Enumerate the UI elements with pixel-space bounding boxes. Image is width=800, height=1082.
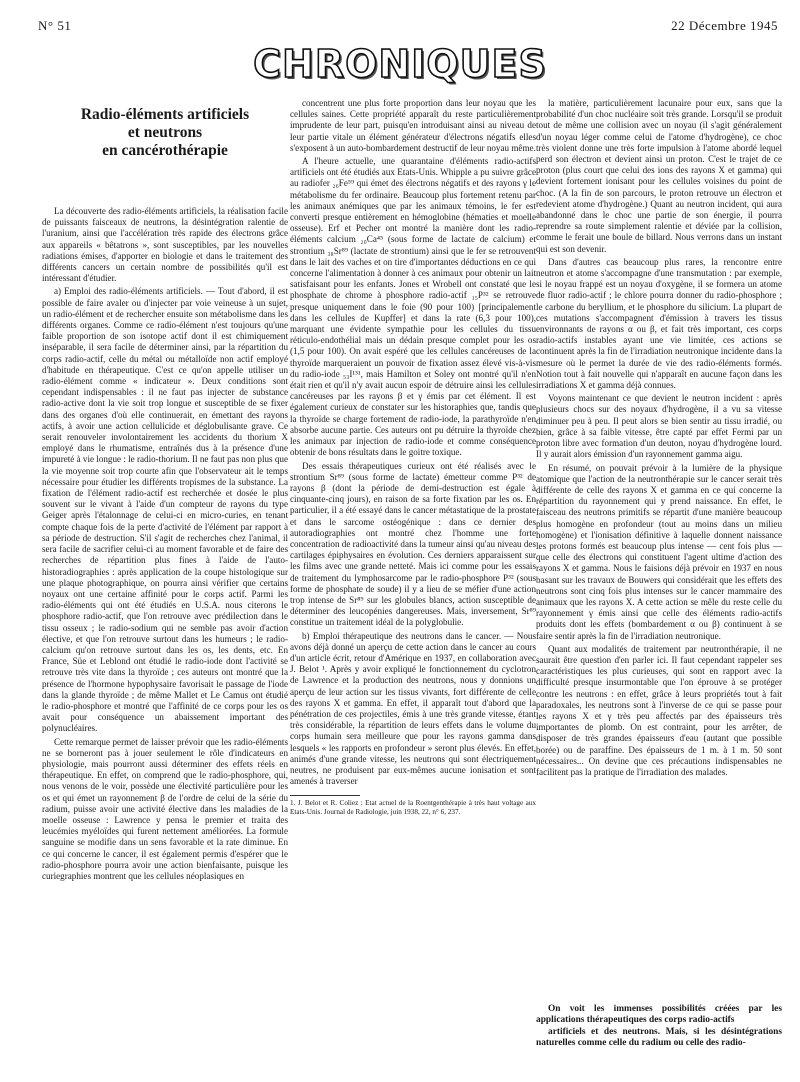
closing-line-2: artificiels et des neutrons. Mais, si les désintégrations naturelles comme celle du radium ou celle des radio- (536, 1026, 782, 1049)
article-title (42, 106, 288, 160)
issue-date: 22 Décembre 1945 (671, 18, 778, 33)
paragraph: A l'heure actuelle, une quarantaine d'éléments radio-actifs artificiels ont été étudiés aux Etats-Unis. Whipple a pu suivre grâce au radiofer ₂₆Fe⁵⁹ qui émet des électrons négatifs et des rayons γ le métabolisme du fer ordinaire. Beaucoup plus fortement retenu par les animaux anémiques que par les animaux témoins, le fer est converti presque entièrement en hémoglobine (hématies et moelle osseuse). Erf et Pecher ont montré la manière dont les radio-éléments calcium ₂₀Ca⁴⁵ (sous forme de lactate de calcium) et strontium ₃₈Sr⁸⁹ (lactate de strontium) ainsi que le fer se retrouvent dans le lait des vaches et on tire d'importantes déductions en ce qui concerne l'alimentation à donner à ces animaux pour obtenir un lait satisfaisant pour les enfants. Jones et Wrobell ont constaté que le phosphate de chrome à phosphore radio-actif ₁₅P³² se retrouve presque uniquement dans le foie (90 pour 100) [principalement dans les cellules de Kupffer] et dans la rate (6,3 pour 100), marquant une évidente sympathie pour les cellules du tissu réticulo-endothélial mais un dédain presque complet pour les os (1,5 pour 100). On avait espéré que les cellules cancéreuses de la thyroïde marqueraient un pouvoir de fixation assez élevé vis-à-vis du radio-iode ₅₃I¹³¹, mais Hamilton et Soley ont montré qu'il n'en était rien et qu'il n'y avait aucun espoir de détruire ainsi les cellules cancéreuses par les rayons β et γ émis par cet élément. Il est également curieux de constater sur les historaphies que, tandis que la thyroïde se charge fortement de radio-iode, la parathyroïde n'en absorbe aucune partie. Ces auteurs ont pu détruire la thyroïde chez les animaux par injection de radio-iode et comme conséquence obtenir de bons résultats dans le goitre toxique. (290, 156, 536, 458)
paragraph: la matière, particulièrement lacunaire pour eux, sans que la probabilité d'un choc nucléaire soit très grande. Lorsqu'il se produit tout de même une collision avec un noyau (il s'agit généralement d'un noyau léger comme celui de l'atome d'hydrogène), ce choc très violent donne une très forte impulsion à l'atome abordé lequel perd son électron et devient ainsi un proton. C'est le trajet de ce proton (plus court que celui des ions des rayons X et gamma) qui devient fortement ionisant pour les cellules voisines du point de choc. (A la fin de son parcours, le proton retrouve un électron et redevient atome d'hydrogène.) Quant au neutron incident, qui aura abandonné dans le choc une partie de son énergie, il pourra reprendre sa route simplement ralentie et déviée par la collision, comme le ferait une boule de billard. Nous verrons dans un instant qui est son devenir. (536, 98, 782, 254)
column-3 (536, 98, 782, 1038)
title-line-3: en cancérothérapie (102, 142, 228, 159)
closing-paragraph (536, 1004, 782, 1050)
title-line-1: Radio-éléments artificiels (80, 106, 250, 123)
issue-number: N° 51 (38, 18, 72, 33)
paragraph: b) Emploi thérapeutique des neutrons dans le cancer. — Nous avons déjà donné un aperçu de cette action dans le cancer au cours d'un article écrit, retour d'Amérique en 1937, en collaboration avec J. Belot ¹. Après y avoir expliqué le fonctionnement du cyclotron de Lawrence et la production des neutrons, nous y donnions un aperçu de leur action sur les tissus vivants, fort différente de celle des rayons X et gamma. En effet, il apparaît tout d'abord que la pénétration de ces projectiles, émis à une très grande vitesse, étant très considérable, la répartition de leurs effets dans le volume du corps humain sera meilleure que pour les rayons gamma dans lesquels « les rapports en profondeur » seront plus élevés. En effet, animés d'une grande vitesse, les neutrons qui sont électriquement neutres, ne produisent par eux-mêmes aucune ionisation et sont amenés à traverser (290, 630, 536, 787)
closing-line-1: On voit les immenses possibilités créées par les applications thérapeutiques des corps radio-actifs (536, 1004, 782, 1026)
paragraph: a) Emploi des radio-éléments artificiels. — Tout d'abord, il est possible de faire avaler ou d'injecter par voie veineuse à un sujet, un radio-élément et de rechercher ensuite son métabolisme dans les différents organes. Comme ce radio-élément n'est toujours qu'une faible proportion de son isotope actif dont il est chimiquement inséparable, il sera facile de déterminer ainsi, par la répartition du corps radio-actif, celle du métal ou métalloïde non actif employé d'habitude en thérapeutique. C'est ce qu'on appelle utiliser un radio-élément comme « indicateur ». Deux conditions sont cependant indispensables : il ne faut pas injecter de substance radio-active dont la vie soit trop longue et susceptible de se fixer dans des organes d'où elle continuerait, en émettant des rayons actifs, à avoir une action cellulicide et déglobulisante grave. Ce serait renouveler involontairement les accidents du thorium X employé dans le rhumatisme, entraînés dus à la présence d'une impureté à vie longue : le radio-thorium. Il ne faut pas non plus que la vie moyenne soit trop courte afin que l'observateur ait le temps nécessaire pour étudier les différents tropismes de la substance. La fixation de l'élément radio-actif est recherchée et dosée le plus souvent sur le vivant à l'aide d'un compteur de rayons du type Geiger après l'étalonnage de celui-ci en micro-curies, en tenant compte chaque fois de la perte d'activité de l'élément par rapport à sa période de destruction. S'il s'agit de recherches chez l'animal, il sera facile de sacrifier celui-ci au moment favorable et de faire des recherches de répartition plus fines à l'aide de l'auto-historadiographies : après application de la coupe histologique sur une plaque photographique, on pourra ainsi vérifier que certains noyaux ont une certaine affinité pour le corps actif. Parmi les radio-éléments qui ont été étudiés en U.S.A. nous citerons le phosphore radio-actif, que l'on retrouve avec prédilection dans le tissu osseux ; le radio-sodium qui ne semble pas avoir d'action élective, et que l'on retrouve surtout dans les humeurs ; le radio-calcium qu'on retrouve surtout dans les os, les dents, etc. En France, Süe et Leblond ont étudié le radio-iode dont l'activité se retrouve très vite dans la thyroïde ; ces auteurs ont montré que la présence de l'hormone hypophysaire favorisait le passage de l'iode dans la glande thyroïde ; de même Mallet et Le Camus ont étudié le radio-phosphore et montré que l'affinité de ce corps pour les os avait pour conséquence un abaissement important des polynucléaires. (42, 286, 288, 734)
paragraph: Cette remarque permet de laisser prévoir que les radio-éléments ne se borneront pas à jouer seulement le rôle d'indicateurs en physiologie, mais pourront aussi déterminer des effets réels en thérapeutique. En effet, on comprend que le radio-phosphore, qui, nous venons de le voir, possède une électivité particulière pour les os et qui émet un rayonnement β de l'ordre de celui de la série du radium, puisse avoir une activité élective dans les maladies de la moelle osseuse : Lawrence y pensa le premier et traita des leucémies myéloïdes qui furent nettement améliorées. La formule sanguine se modifie dans un sens favorable et la rate diminue. En ce qui concerne le cancer, il est également permis d'espérer que le radio-phosphore pourra avoir une action bienfaisante, puisque les curiegraphies montrent que les cellules néoplasiques en (42, 736, 288, 881)
paragraph: La découverte des radio-éléments artificiels, la réalisation facile de puissants faisceaux de neutrons, la désintégration ralentie de l'uranium, ainsi que l'accélération très rapide des électrons grâce aux appareils « bêtatrons », sont susceptibles, par les nouvelles radiations émises, d'apporter en biologie et dans le traitement des différents cancers un certain nombre de possibilités qu'il est intéressant d'étudier. (42, 206, 288, 284)
footnote-divider (290, 795, 360, 796)
masthead: CHRONIQUES (253, 42, 547, 86)
title-line-2: et neutrons (127, 124, 203, 141)
paragraph: Des essais thérapeutiques curieux ont été réalisés avec le strontium Sr⁸⁹ (sous forme de lactate) émetteur comme P³² de rayons β (dont la période de demi-destruction est égale à cinquante-cinq jours), en raison de sa forte fixation par les os. En particulier, il a été essayé dans le cancer métastatique de la prostate et dans le sarcome ostéogénique : dans ce dernier des autoradiographies ont montré chez l'homme une forte concentration de radioactivité dans la tumeur ainsi qu'au niveau des cartilages épiphysaires en évolution. Ces derniers apparaissent sur les films avec une grande netteté. Mais ici comme pour les essais de traitement du lymphosarcome par le radio-phosphore P³² (sous forme de phosphate de soude) il y a lieu de se méfier d'une action trop intense de Sr⁸⁹ sur les globules blancs, action susceptible de déterminer des leucopénies dangereuses. Mais, inversement, Sr⁸⁹ constitue un traitement idéal de la polyglobulie. (290, 460, 536, 628)
footnote: 1. J. Belot et R. Coliez : Etat actuel de la Roentgenthérapie à très haut voltage aux Etats-Unis. Journal de Radiologie, juin 1938, 22, n° 6, 237. (290, 799, 536, 816)
paragraph: Voyons maintenant ce que devient le neutron incident : après plusieurs chocs sur des noyaux d'hydrogène, il a vu sa vitesse diminuer peu à peu. Il peut alors se bien sentir au tissu irradié, ou bien, grâce à sa faible vitesse, être capté par effet Fermi par un proton libre avec formation d'un deuton, noyau d'hydrogène lourd. Il y aurait alors émission d'un rayonnement gamma aigu. (536, 393, 782, 460)
paragraph: En résumé, on pouvait prévoir à la lumière de la physique atomique que l'action de la neutronthérapie sur le cancer serait très différente de celle des rayons X et gamma en ce qui concerne la répartition du rayonnement qui y prend naissance. En effet, le faisceau des neutrons primitifs se répartit d'une manière beaucoup plus homogène en profondeur (tout au moins dans un milieu homogène) et l'ionisation définitive à laquelle donnent naissance les protons formés est beaucoup plus intense — cent fois plus — que celle des électrons qui constituent l'agent ultime d'action des rayons X et gamma. Nous le faisions déjà prévoir en 1937 en nous basant sur les travaux de Bouwers qui considérait que les effets des neutrons sont cinq fois plus intenses sur le cancer mammaire des animaux que les rayons X. A cette action se mêle du reste celle du rayonnement γ émis ainsi que celle des éléments radio-actifs produits dont les effets (bombardement α ou β) continuent à se faire sentir après la fin de l'irradiation neutronique. (536, 462, 782, 641)
paragraph: Quant aux modalités de traitement par neutronthérapie, il ne saurait être question d'en parler ici. Il faut cependant rappeler ses caractéristiques les plus curieuses, qui sont en rapport avec la difficulté presque insurmontable que l'on éprouve à se protéger contre les neutrons : en effet, grâce à leurs propriétés tout à fait paradoxales, les neutrons sont à l'inverse de ce qui se passe pour les rayons X et γ très peu affectés par des épaisseurs très importantes de plomb. On est contraint, pour les arrêter, de disposer de très grandes épaisseurs d'eau (autant que possible borée) ou de paraffine. Des épaisseurs de 1 m. à 1 m. 50 sont nécessaires... On devine que ces précautions indispensables ne facilitent pas la pratique de l'irradiation des malades. (536, 643, 782, 777)
paragraph: concentrent une plus forte proportion dans leur noyau que les cellules saines. Cette propriété apparaît du reste particulièrement imprudente de leur part, puisqu'en introduisant ainsi au niveau de leur partie vitale un élément générateur d'électrons négatifs elles s'exposent à un auto-bombardement destructif de leur noyau même. (290, 98, 536, 153)
paragraph: Dans d'autres cas beaucoup plus rares, la rencontre entre neutron et atome s'accompagne d'une transmutation : par exemple, si le noyau frappé est un noyau d'oxygène, il se formera un atome de fluor radio-actif ; le chlore pourra donner du radio-phosphore ; le carbone du beryllium, et le phosphore du silicium. La plupart de ces mutations s'accompagnent d'émission à travers les tissus environnants de rayons α ou β, et fait très important, ces corps radio-actifs instables ayant une vie limitée, ces actions se continuent après la fin de l'irradiation neutronique incidente dans la mesure où le permet la durée de vie des radio-éléments formés. Notion tout à fait nouvelle qui n'apparaît en aucune façon dans les irradiations X et gamma déjà connues. (536, 256, 782, 391)
column-2 (290, 98, 536, 1038)
column-1 (42, 98, 288, 1038)
